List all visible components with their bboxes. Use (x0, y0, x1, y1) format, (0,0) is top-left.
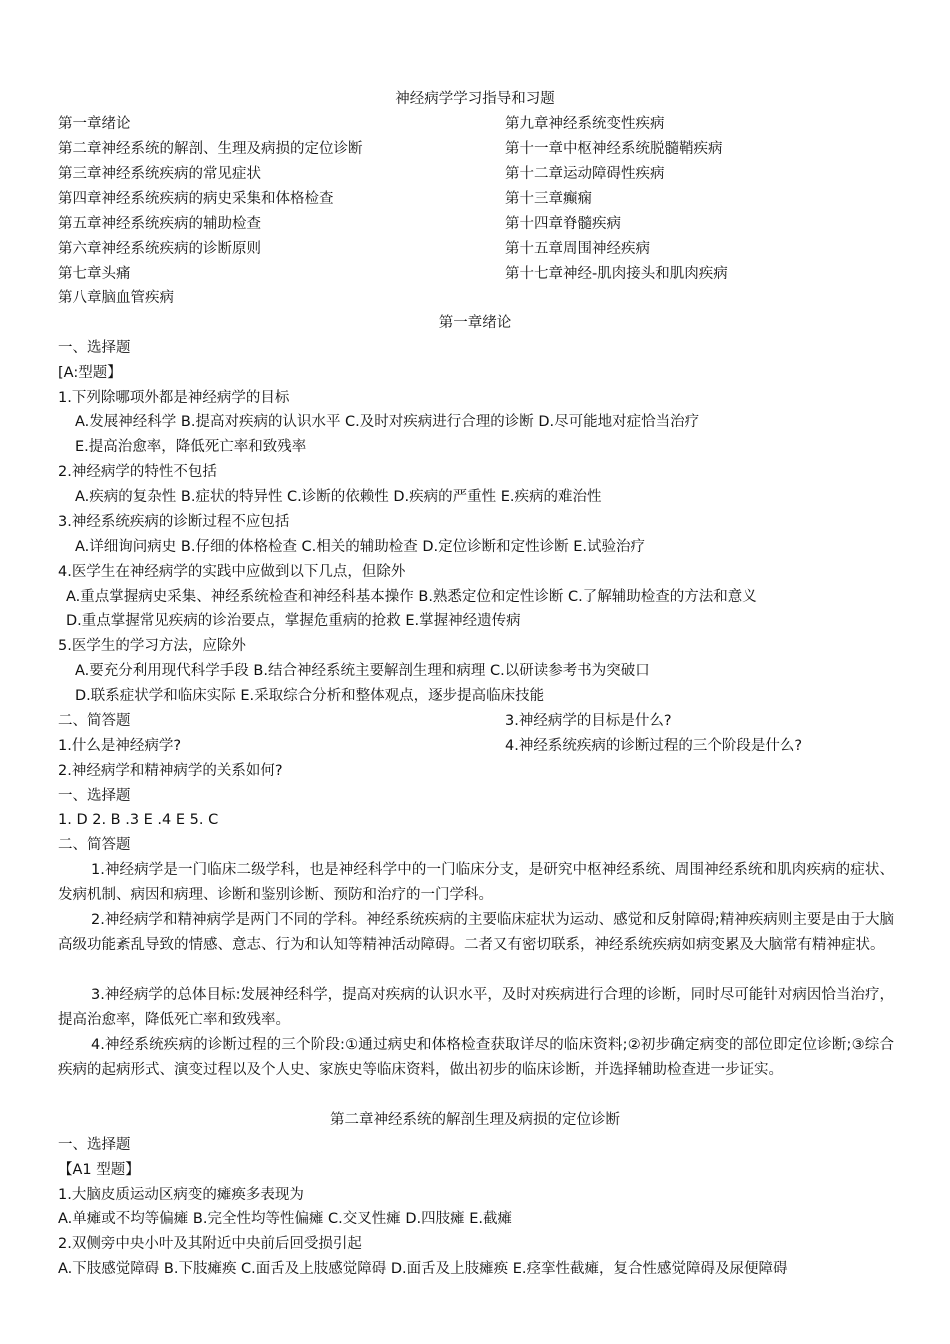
question-type: [A:型题】 (58, 365, 122, 381)
answer-paragraph: 2.神经病学和精神病学是两门不同的学科。神经系统疾病的主要临床症状为运动、感觉和反射障碍;精神疾病则主要是由于大脑高级功能紊乱导致的情感、意志、行为和认知等精神活动障碍。二者又有密切联系，神经系统疾病如病变累及大脑常有精神症状。 (58, 912, 894, 953)
question-options: A.发展神经科学 B.提高对疾病的认识水平 C.及时对疾病进行合理的诊断 D.尽可能地对症恰当治疗 (75, 414, 700, 430)
short-answer-question: 4.神经系统疾病的诊断过程的三个阶段是什么? (505, 738, 803, 754)
toc-item: 第五章神经系统疾病的辅助检查 (58, 216, 261, 232)
question: 1.下列除哪项外都是神经病学的目标 (58, 390, 290, 406)
toc-item: 第二章神经系统的解剖、生理及病损的定位诊断 (58, 141, 363, 157)
section-heading: 一、选择题 (58, 340, 131, 356)
question-options: A.重点掌握病史采集、神经系统检查和神经科基本操作 B.熟悉定位和定性诊断 C.了解辅助检查的方法和意义 (66, 589, 757, 605)
toc-item: 第八章脑血管疾病 (58, 290, 174, 306)
short-answer-question: 2.神经病学和精神病学的关系如何? (58, 763, 283, 779)
question: 2.双侧旁中央小叶及其附近中央前后回受损引起 (58, 1236, 362, 1252)
answer-paragraph: 1.神经病学是一门临床二级学科，也是神经科学中的一门临床分支，是研究中枢神经系统、周围神经系统和肌肉疾病的症状、发病机制、病因和病理、诊断和鉴别诊断、预防和治疗的一门学科。 (58, 862, 894, 903)
question: 4.医学生在神经病学的实践中应做到以下几点，但除外 (58, 564, 406, 580)
toc-item: 第一章绪论 (58, 116, 131, 132)
toc-item: 第十七章神经-肌肉接头和肌肉疾病 (505, 266, 728, 282)
answer-paragraph: 4.神经系统疾病的诊断过程的三个阶段:①通过病史和体格检查获取详尽的临床资料;②初步确定病变的部位即定位诊断;③综合疾病的起病形式、演变过程以及个人史、家族史等临床资料，做出初步的临床诊断，并选择辅助检查进一步证实。 (58, 1037, 894, 1078)
toc-item: 第四章神经系统疾病的病史采集和体格检查 (58, 191, 334, 207)
short-answer-question: 1.什么是神经病学? (58, 738, 182, 754)
toc-item: 第六章神经系统疾病的诊断原则 (58, 241, 261, 257)
question: 3.神经系统疾病的诊断过程不应包括 (58, 514, 290, 530)
question-options: A.疾病的复杂性 B.症状的特异性 C.诊断的依赖性 D.疾病的严重性 E.疾病的难治性 (75, 489, 602, 505)
question-options: A.单瘫或不均等偏瘫 B.完全性均等性偏瘫 C.交叉性瘫 D.四肢瘫 E.截瘫 (58, 1211, 513, 1227)
question: 1.大脑皮质运动区病变的瘫痪多表现为 (58, 1187, 304, 1203)
toc-item: 第三章神经系统疾病的常见症状 (58, 166, 261, 182)
chapter-heading: 第二章神经系统的解剖生理及病损的定位诊断 (330, 1112, 620, 1128)
section-heading: 一、选择题 (58, 1137, 131, 1153)
answer-section-heading: 一、选择题 (58, 788, 131, 804)
question-options: D.联系症状学和临床实际 E.采取综合分析和整体观点，逐步提高临床技能 (75, 688, 545, 704)
question-options: A.要充分利用现代科学手段 B.结合神经系统主要解剖生理和病理 C.以研读参考书为突破口 (75, 663, 650, 679)
short-answer-question: 3.神经病学的目标是什么? (505, 713, 672, 729)
answer-key: 1. D 2. B .3 E .4 E 5. C (58, 812, 219, 828)
question-options: D.重点掌握常见疾病的诊治要点，掌握危重病的抢救 E.掌握神经遗传病 (66, 613, 521, 629)
toc-item: 第十四章脊髓疾病 (505, 216, 621, 232)
toc-item: 第十三章癫痫 (505, 191, 592, 207)
question: 2.神经病学的特性不包括 (58, 464, 217, 480)
answer-paragraph: 3.神经病学的总体目标:发展神经科学，提高对疾病的认识水平，及时对疾病进行合理的诊断，同时尽可能针对病因恰当治疗，提高治愈率，降低死亡率和致残率。 (58, 987, 894, 1028)
toc-item: 第十五章周围神经疾病 (505, 241, 650, 257)
section-heading: 二、简答题 (58, 713, 131, 729)
question-options: A.下肢感觉障碍 B.下肢瘫痪 C.面舌及上肢感觉障碍 D.面舌及上肢瘫痪 E.痉挛性截瘫，复合性感觉障碍及尿便障碍 (58, 1261, 788, 1277)
toc-item: 第九章神经系统变性疾病 (505, 116, 665, 132)
question-type: 【A1 型题】 (58, 1162, 140, 1178)
toc-item: 第七章头痛 (58, 266, 131, 282)
question-options: A.详细询问病史 B.仔细的体格检查 C.相关的辅助检查 D.定位诊断和定性诊断 E.试验治疗 (75, 539, 646, 555)
question-options: E.提高治愈率，降低死亡率和致残率 (75, 439, 307, 455)
document-title: 神经病学学习指导和习题 (395, 91, 555, 107)
question: 5.医学生的学习方法，应除外 (58, 638, 246, 654)
toc-item: 第十二章运动障碍性疾病 (505, 166, 665, 182)
answer-section-heading: 二、简答题 (58, 837, 131, 853)
chapter-heading: 第一章绪论 (438, 315, 512, 331)
toc-item: 第十一章中枢神经系统脱髓鞘疾病 (505, 141, 723, 157)
